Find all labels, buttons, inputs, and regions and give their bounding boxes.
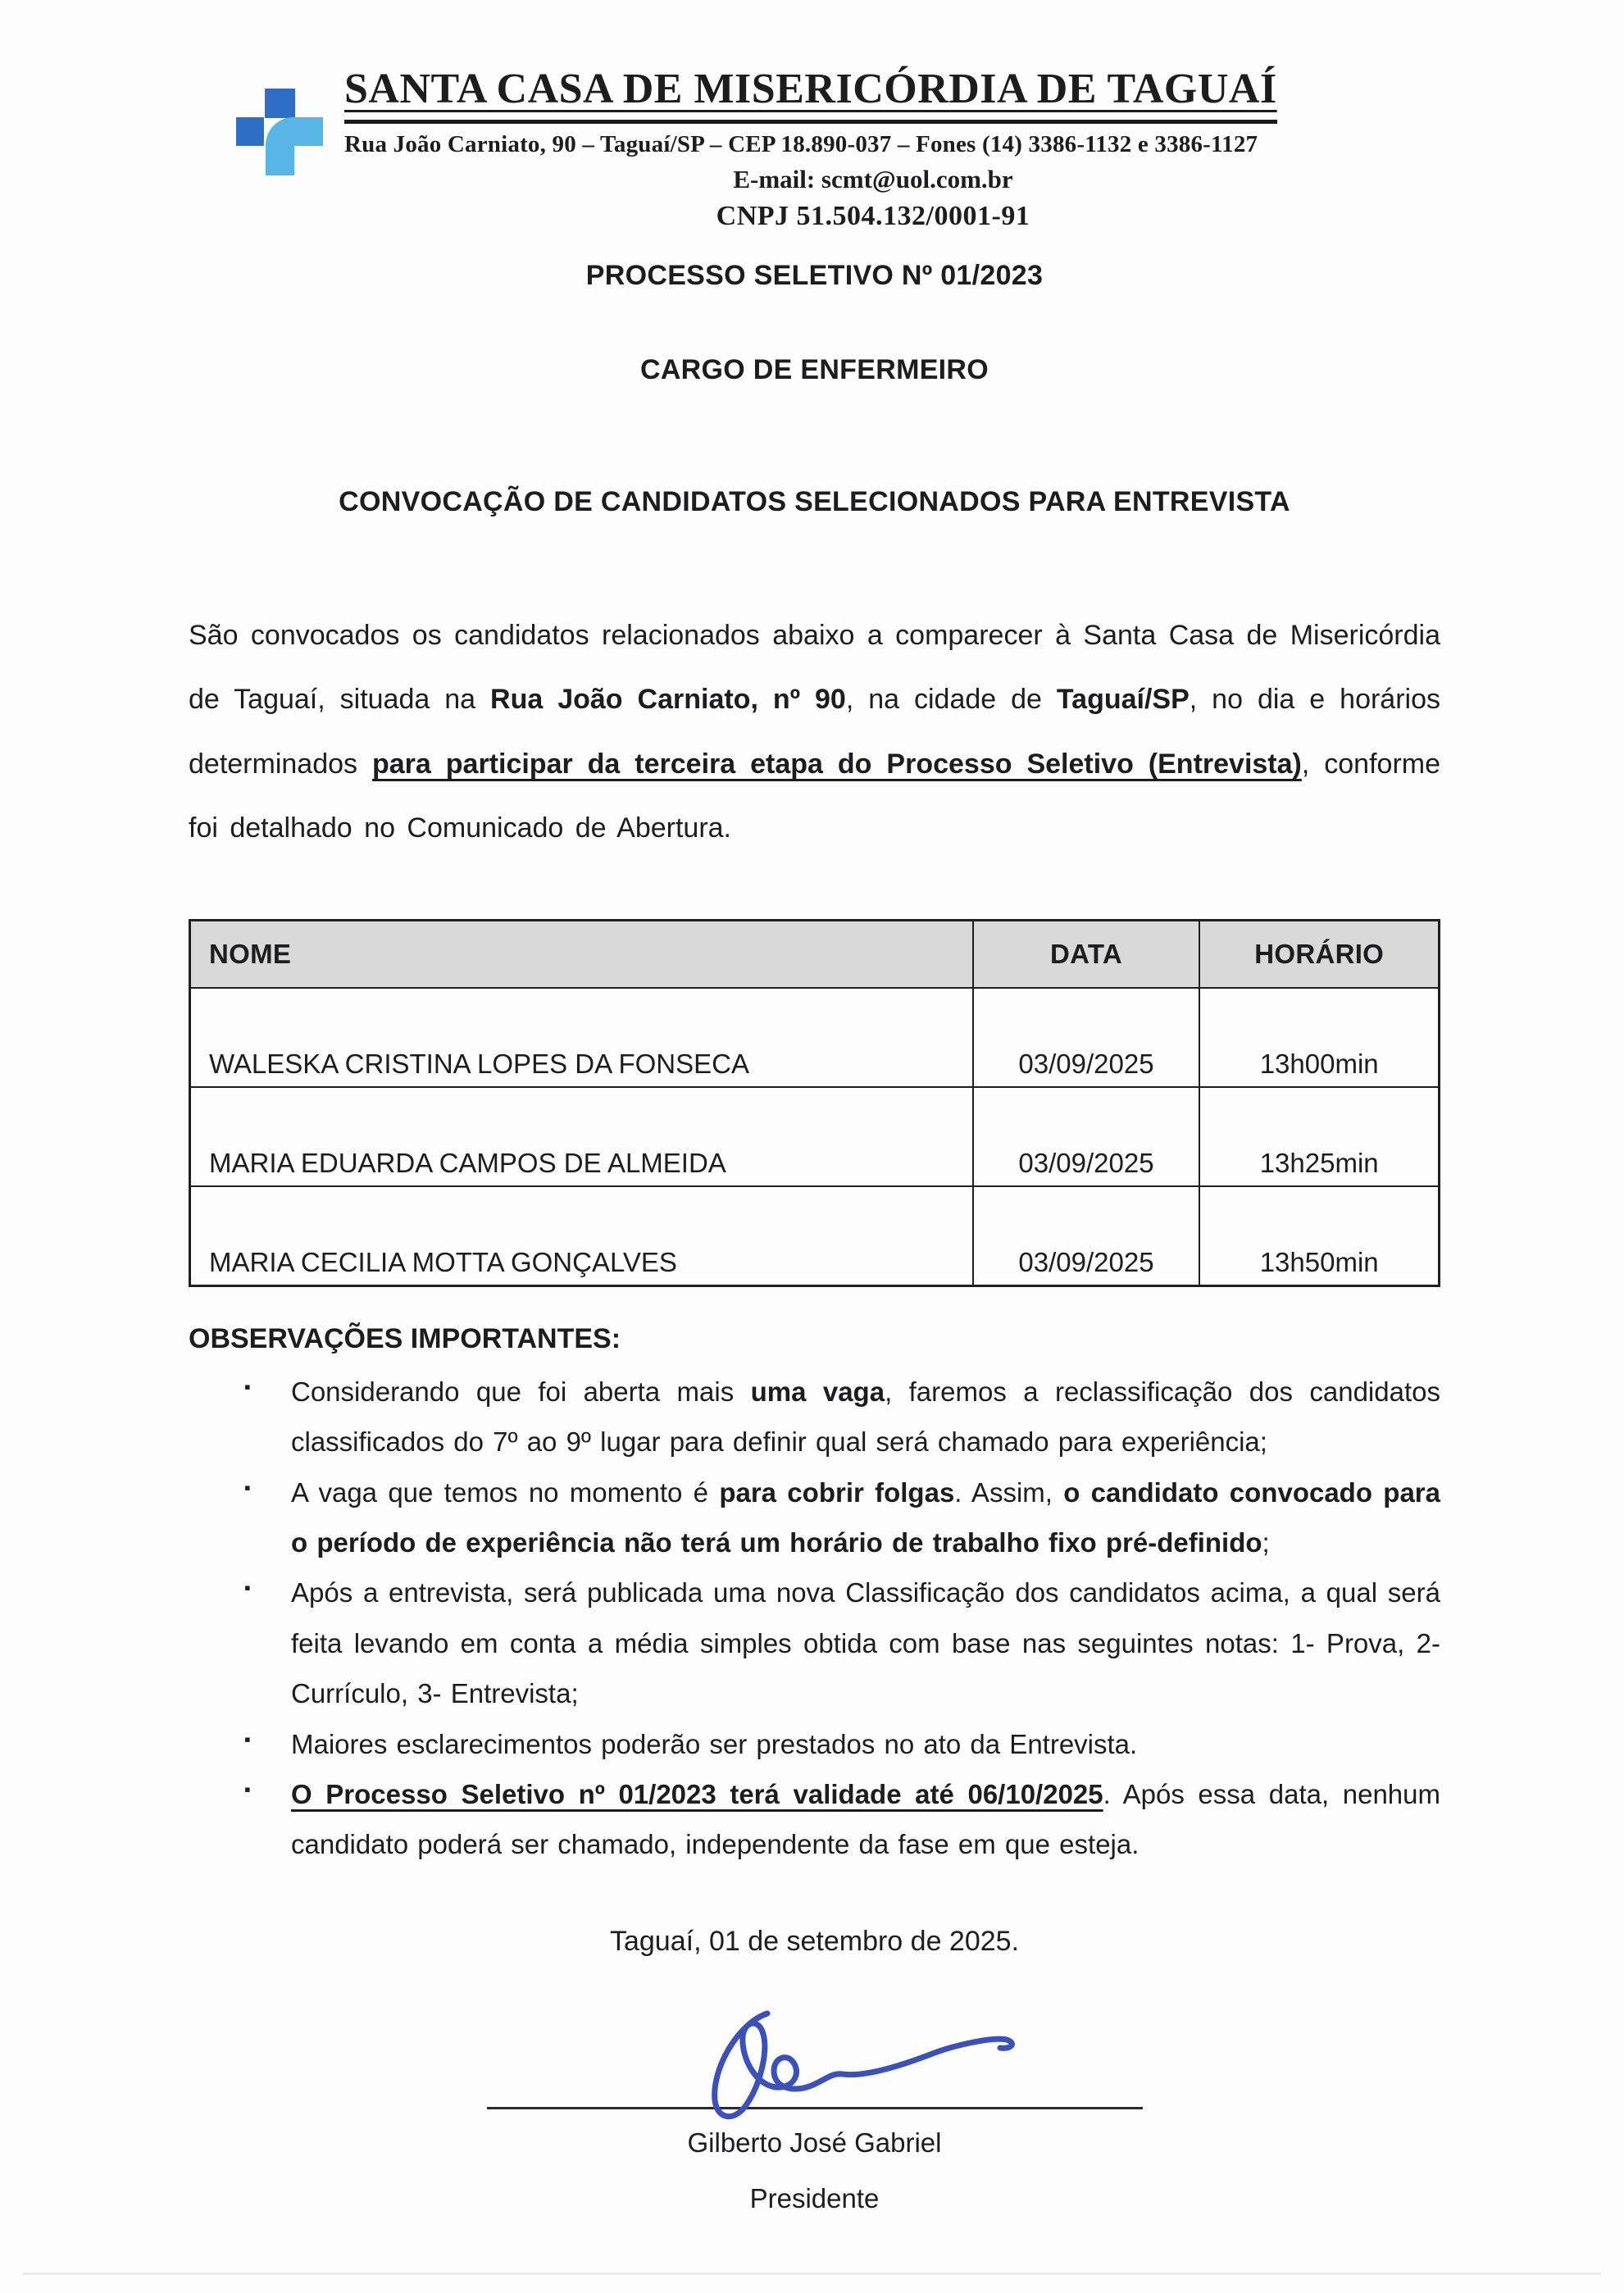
text-segment: o candidato convocado para o período de experiência não terá um horário de trabalho fixo pré-definido [291, 1476, 1440, 1558]
list-item-text [291, 1567, 1440, 1718]
text-segment: O Processo Seletivo nº 01/2023 terá validade até 06/10/2025 [291, 1778, 1103, 1809]
list-item [189, 1567, 1440, 1718]
letterhead-text [344, 66, 1402, 232]
letterhead [189, 66, 1440, 232]
text-segment: A vaga que temos no momento é [291, 1476, 720, 1508]
list-item [189, 1367, 1440, 1467]
handwritten-signature-ink [659, 1995, 1044, 2135]
org-address: Rua João Carniato, 90 – Taguaí/SP – CEP 18.890-037 – Fones (14) 3386-1132 e 3386-1127 [344, 131, 1258, 158]
table-cell: 03/09/2025 [973, 988, 1200, 1087]
column-header-nome: NOME [190, 920, 973, 988]
text-segment: para cobrir folgas [719, 1476, 955, 1508]
table-row [190, 1087, 1440, 1186]
text-segment: uma vaga [750, 1376, 885, 1407]
text-segment: Considerando que foi aberta mais [291, 1376, 751, 1407]
list-item [189, 1719, 1440, 1769]
signer-name: Gilberto José Gabriel [687, 2127, 942, 2158]
bullet-square-icon: ▪ [244, 1728, 251, 1749]
list-item-text [291, 1367, 1440, 1467]
observations-title: OBSERVAÇÕES IMPORTANTES: [189, 1322, 621, 1354]
bullet-square-icon: ▪ [244, 1376, 251, 1397]
text-segment: Rua João Carniato, nº 90 [490, 684, 846, 716]
org-name: SANTA CASA DE MISERICÓRDIA DE TAGUAÍ [344, 66, 1277, 124]
table-cell: 13h25min [1199, 1087, 1439, 1186]
city-date-line: Taguaí, 01 de setembro de 2025. [609, 1925, 1020, 1957]
bullet-square-icon: ▪ [244, 1778, 251, 1799]
table-cell: MARIA EDUARDA CAMPOS DE ALMEIDA [190, 1087, 973, 1186]
list-item [189, 1467, 1440, 1568]
text-segment: , na cidade de [845, 684, 1057, 716]
text-segment: ; [1262, 1527, 1270, 1558]
bullet-square-icon: ▪ [244, 1476, 251, 1498]
bullet-square-icon: ▪ [244, 1577, 251, 1599]
text-segment: Taguaí/SP [1056, 684, 1190, 716]
signer-role: Presidente [749, 2182, 880, 2213]
list-item [189, 1769, 1440, 1870]
text-segment: Após a entrevista, será publicada uma nova Classificação dos candidatos acima, a qual será feita levando em conta a média simples obtida com base nas seguintes notas: 1- Prova, 2- Currículo, 3- Entrevista; [291, 1577, 1440, 1709]
text-segment: , conforme foi detalhado no Comunicado de Abertura. [189, 748, 1440, 844]
table-cell: 03/09/2025 [973, 1186, 1200, 1286]
scan-page-edge [23, 2273, 1601, 2275]
text-segment: São convocados os candidatos relacionados abaixo a comparecer à Santa Casa de Misericórdia de Taguaí, situada na [189, 620, 1440, 716]
table-cell: 13h00min [1199, 988, 1439, 1087]
hospital-cross-logo-icon [236, 89, 323, 175]
text-segment: , no dia e horários determinados [189, 684, 1440, 780]
call-title: CONVOCAÇÃO DE CANDIDATOS SELECIONADOS PARA ENTREVISTA [339, 486, 1290, 518]
list-item-text [291, 1467, 1440, 1568]
text-segment: . Assim, [954, 1476, 1064, 1508]
column-header-horario: HORÁRIO [1199, 920, 1439, 988]
position-title: CARGO DE ENFERMEIRO [639, 354, 989, 386]
list-item-text [291, 1719, 1440, 1769]
table-header [190, 920, 1440, 988]
intro-paragraph [189, 603, 1440, 860]
org-email: E-mail: scmt@uol.com.br [733, 165, 1013, 194]
table-cell: 03/09/2025 [973, 1087, 1200, 1186]
process-title: PROCESSO SELETIVO Nº 01/2023 [585, 260, 1044, 292]
org-cnpj: CNPJ 51.504.132/0001-91 [716, 201, 1030, 232]
table-cell: WALESKA CRISTINA LOPES DA FONSECA [190, 988, 973, 1087]
table-row [190, 1186, 1440, 1286]
text-segment: . Após essa data, nenhum candidato poderá ser chamado, independente da fase em que esteja. [291, 1778, 1440, 1860]
list-item-text [291, 1769, 1440, 1870]
table-row [190, 988, 1440, 1087]
table-cell: MARIA CECILIA MOTTA GONÇALVES [190, 1186, 973, 1286]
text-segment: , faremos a reclassificação dos candidatos classificados do 7º ao 9º lugar para definir qual será chamado para experiência; [291, 1376, 1440, 1458]
text-segment: para participar da terceira etapa do Processo Seletivo (Entrevista) [371, 748, 1302, 780]
observations-list [189, 1367, 1440, 1870]
signature-block [487, 1995, 1143, 2214]
interview-schedule-table [189, 919, 1440, 1287]
text-segment: Maiores esclarecimentos poderão ser prestados no ato da Entrevista. [291, 1728, 1138, 1759]
table-body [190, 988, 1440, 1286]
column-header-data: DATA [973, 920, 1200, 988]
table-cell: 13h50min [1199, 1186, 1439, 1286]
